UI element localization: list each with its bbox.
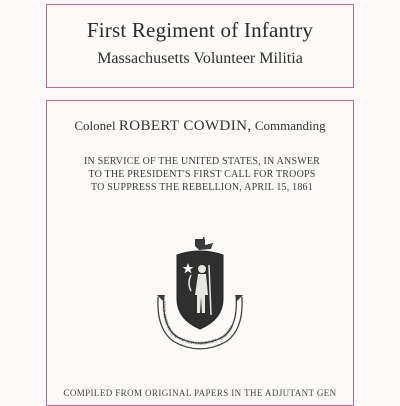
page-title: First Regiment of Infantry [86,18,314,42]
massachusetts-seal-icon [155,237,245,355]
commander-line [46,118,354,135]
seal-motto: ENSE PETIT PLACIDAM SUB LIBERTATE QUIETEM [161,301,235,346]
service-line: TO THE PRESIDENT'S FIRST CALL FOR TROOPS [88,169,316,180]
page-subtitle: Massachusetts Volunteer Militia [97,50,303,67]
compiled-note: COMPILED FROM ORIGINAL PAPERS IN THE ADJUTANT GEN [63,388,337,398]
commander-suffix: Commanding [254,118,326,133]
service-line: IN SERVICE OF THE UNITED STATES, IN ANSWER [83,156,321,167]
title-frame [46,4,354,88]
commander-name: ROBERT COWDIN, [118,118,252,134]
commander-prefix: Colonel [74,118,116,133]
service-statement [62,155,342,194]
service-line: TO SUPPRESS THE REBELLION, APRIL 15, 1861 [91,182,313,193]
